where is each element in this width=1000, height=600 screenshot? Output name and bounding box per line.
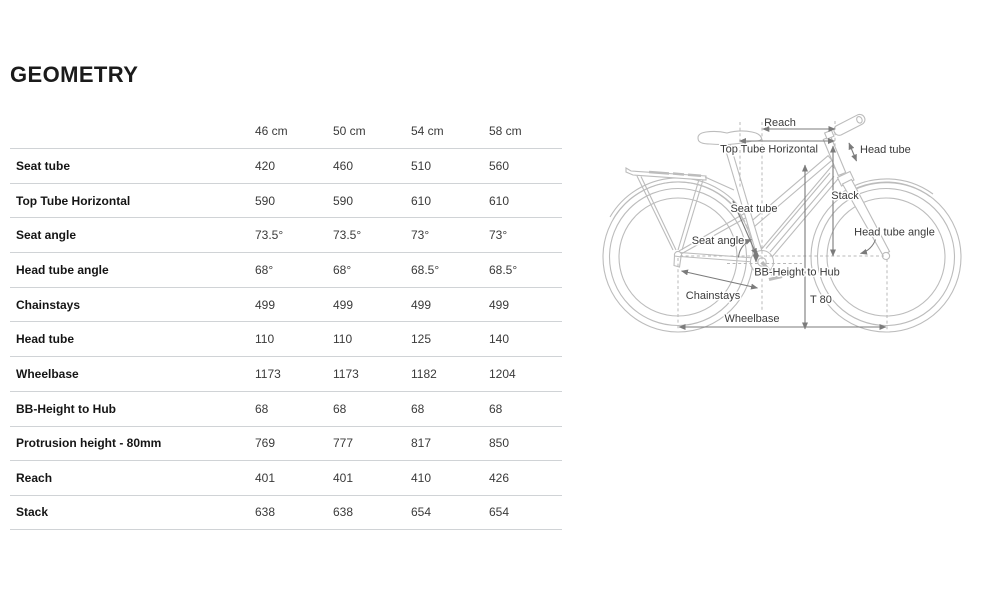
top-tube-horizontal-label: Top Tube Horizontal	[720, 143, 818, 156]
row-label: Seat angle	[16, 228, 77, 243]
bb-height-to-hub-label: BB-Height to Hub	[754, 266, 840, 279]
reach-label: Reach	[764, 117, 796, 129]
cell-value: 638	[333, 505, 354, 520]
cell-value: 68.5°	[411, 262, 440, 277]
cell-value: 817	[411, 436, 432, 451]
size-header: 46 cm	[255, 123, 288, 138]
head-tube-label: Head tube	[860, 144, 911, 156]
handlebar	[834, 114, 865, 135]
cell-value: 850	[489, 436, 510, 451]
page-title: GEOMETRY	[10, 62, 139, 87]
t80-label: T 80	[810, 294, 832, 306]
cell-value: 499	[255, 297, 276, 312]
stack-label: Stack	[831, 190, 859, 202]
row-label: Chainstays	[16, 297, 81, 312]
cell-value: 777	[333, 436, 354, 451]
geometry-table	[10, 113, 562, 530]
cell-value: 125	[411, 332, 432, 347]
cell-value: 401	[333, 471, 354, 486]
size-header: 54 cm	[411, 123, 444, 138]
cell-value: 590	[333, 193, 354, 208]
row-label: Protrusion height - 80mm	[16, 436, 162, 451]
table-row	[10, 148, 562, 183]
row-label: Reach	[16, 471, 53, 486]
row-label: Stack	[16, 505, 49, 520]
row-label: Wheelbase	[16, 366, 79, 381]
cell-value: 510	[411, 158, 432, 173]
wheelbase-label: Wheelbase	[724, 313, 780, 325]
cell-value: 499	[333, 297, 354, 312]
cell-value: 560	[489, 158, 510, 173]
table-row	[10, 252, 562, 287]
cell-value: 610	[411, 193, 432, 208]
table-row	[10, 321, 562, 356]
cell-value: 68°	[333, 262, 352, 277]
chainstays-arrow	[682, 271, 758, 288]
row-label: Seat tube	[16, 158, 71, 173]
cell-value: 460	[333, 158, 354, 173]
cell-value: 68.5°	[489, 262, 518, 277]
cell-value: 68	[489, 401, 503, 416]
cell-value: 68°	[255, 262, 274, 277]
cell-value: 410	[411, 471, 432, 486]
table-row	[10, 183, 562, 218]
table-row	[10, 287, 562, 322]
row-label: Head tube	[16, 332, 75, 347]
seat-stays	[679, 212, 749, 254]
table-row	[10, 356, 562, 391]
cell-value: 426	[489, 471, 510, 486]
seat-tube-label: Seat tube	[730, 203, 778, 215]
row-label: Head tube angle	[16, 262, 109, 277]
cell-value: 73°	[411, 228, 430, 243]
cell-value: 68	[255, 401, 269, 416]
head-tube-angle-label: Head tube angle	[854, 226, 935, 239]
bike-geometry-diagram	[580, 95, 1000, 355]
cell-value: 401	[255, 471, 276, 486]
table-row	[10, 460, 562, 495]
table-row	[10, 426, 562, 461]
table-row	[10, 495, 562, 530]
cell-value: 73°	[489, 228, 508, 243]
cell-value: 420	[255, 158, 276, 173]
cell-value: 769	[255, 436, 276, 451]
row-label: Top Tube Horizontal	[16, 193, 131, 208]
cell-value: 1173	[333, 366, 359, 381]
chainstay-tubes	[680, 253, 754, 263]
cell-value: 68	[333, 401, 347, 416]
cell-value: 610	[489, 193, 510, 208]
cell-value: 73.5°	[333, 228, 362, 243]
cell-value: 110	[333, 332, 353, 347]
seat-angle-label: Seat angle	[691, 235, 745, 247]
cell-value: 1173	[255, 366, 281, 381]
cell-value: 499	[489, 297, 510, 312]
head-tube-angle-arc	[861, 240, 876, 254]
stem-spacer	[825, 130, 834, 139]
row-label: BB-Height to Hub	[16, 401, 116, 416]
cell-value: 1182	[411, 366, 437, 381]
cell-value: 140	[489, 332, 510, 347]
cell-value: 654	[489, 505, 510, 520]
cell-value: 654	[411, 505, 432, 520]
cell-value: 499	[411, 297, 432, 312]
table-row	[10, 217, 562, 252]
cell-value: 68	[411, 401, 425, 416]
cell-value: 73.5°	[255, 228, 284, 243]
cell-value: 110	[255, 332, 275, 347]
dimension-labels	[686, 117, 935, 325]
chainstays-label: Chainstays	[685, 290, 741, 302]
table-header-row	[10, 113, 562, 148]
size-header: 58 cm	[489, 123, 522, 138]
rear-fender	[610, 178, 748, 222]
cell-value: 1204	[489, 366, 516, 381]
cell-value: 638	[255, 505, 276, 520]
size-header: 50 cm	[333, 123, 366, 138]
cell-value: 590	[255, 193, 276, 208]
table-row	[10, 391, 562, 426]
geometry-table-body	[10, 148, 562, 530]
head-tube-arrow	[849, 143, 857, 161]
